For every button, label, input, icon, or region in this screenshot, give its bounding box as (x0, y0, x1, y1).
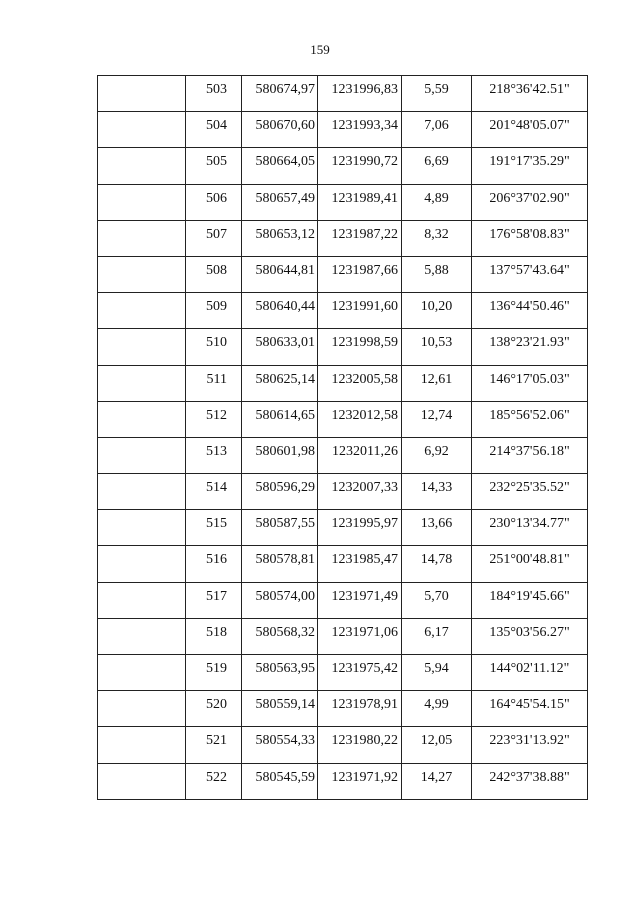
distance-cell: 13,66 (402, 510, 472, 546)
table-row (98, 510, 588, 546)
point-number-cell: 508 (186, 256, 242, 292)
y-coordinate-cell: 1231971,92 (318, 763, 402, 799)
x-coordinate-cell: 580644,81 (242, 256, 318, 292)
y-coordinate-cell: 1231978,91 (318, 691, 402, 727)
distance-cell: 4,99 (402, 691, 472, 727)
empty-cell (98, 184, 186, 220)
direction-angle-cell: 135°03'56.27" (472, 618, 588, 654)
empty-cell (98, 401, 186, 437)
direction-angle-cell: 206°37'02.90" (472, 184, 588, 220)
direction-angle-cell: 242°37'38.88" (472, 763, 588, 799)
empty-cell (98, 76, 186, 112)
direction-angle-cell: 144°02'11.12" (472, 655, 588, 691)
point-number-cell: 507 (186, 220, 242, 256)
direction-angle-cell: 184°19'45.66" (472, 582, 588, 618)
page-number: 159 (310, 42, 330, 57)
direction-angle-cell: 214°37'56.18" (472, 437, 588, 473)
direction-angle-cell: 136°44'50.46" (472, 293, 588, 329)
distance-cell: 14,78 (402, 546, 472, 582)
table-row (98, 256, 588, 292)
point-number-cell: 521 (186, 727, 242, 763)
point-number-cell: 519 (186, 655, 242, 691)
point-number-cell: 516 (186, 546, 242, 582)
point-number-cell: 503 (186, 76, 242, 112)
point-number-cell: 513 (186, 437, 242, 473)
table-row (98, 401, 588, 437)
x-coordinate-cell: 580625,14 (242, 365, 318, 401)
y-coordinate-cell: 1231987,22 (318, 220, 402, 256)
distance-cell: 14,33 (402, 474, 472, 510)
empty-cell (98, 582, 186, 618)
point-number-cell: 505 (186, 148, 242, 184)
y-coordinate-cell: 1232005,58 (318, 365, 402, 401)
x-coordinate-cell: 580657,49 (242, 184, 318, 220)
empty-cell (98, 510, 186, 546)
table-row (98, 184, 588, 220)
empty-cell (98, 437, 186, 473)
direction-angle-cell: 230°13'34.77" (472, 510, 588, 546)
x-coordinate-cell: 580614,65 (242, 401, 318, 437)
y-coordinate-cell: 1231995,97 (318, 510, 402, 546)
empty-cell (98, 329, 186, 365)
point-number-cell: 514 (186, 474, 242, 510)
table-row (98, 691, 588, 727)
x-coordinate-cell: 580554,33 (242, 727, 318, 763)
distance-cell: 6,69 (402, 148, 472, 184)
point-number-cell: 511 (186, 365, 242, 401)
distance-cell: 10,20 (402, 293, 472, 329)
table-row (98, 365, 588, 401)
point-number-cell: 522 (186, 763, 242, 799)
table-row (98, 727, 588, 763)
table-row (98, 618, 588, 654)
table-row (98, 546, 588, 582)
x-coordinate-cell: 580563,95 (242, 655, 318, 691)
table-row (98, 112, 588, 148)
point-number-cell: 506 (186, 184, 242, 220)
coordinates-table-body (98, 76, 588, 800)
x-coordinate-cell: 580545,59 (242, 763, 318, 799)
table-row (98, 474, 588, 510)
x-coordinate-cell: 580578,81 (242, 546, 318, 582)
direction-angle-cell: 176°58'08.83" (472, 220, 588, 256)
point-number-cell: 517 (186, 582, 242, 618)
distance-cell: 6,17 (402, 618, 472, 654)
x-coordinate-cell: 580596,29 (242, 474, 318, 510)
point-number-cell: 504 (186, 112, 242, 148)
point-number-cell: 518 (186, 618, 242, 654)
y-coordinate-cell: 1231980,22 (318, 727, 402, 763)
table-row (98, 582, 588, 618)
x-coordinate-cell: 580633,01 (242, 329, 318, 365)
point-number-cell: 512 (186, 401, 242, 437)
y-coordinate-cell: 1232007,33 (318, 474, 402, 510)
x-coordinate-cell: 580559,14 (242, 691, 318, 727)
distance-cell: 7,06 (402, 112, 472, 148)
point-number-cell: 515 (186, 510, 242, 546)
distance-cell: 4,89 (402, 184, 472, 220)
empty-cell (98, 763, 186, 799)
y-coordinate-cell: 1231990,72 (318, 148, 402, 184)
direction-angle-cell: 218°36'42.51" (472, 76, 588, 112)
x-coordinate-cell: 580601,98 (242, 437, 318, 473)
point-number-cell: 520 (186, 691, 242, 727)
x-coordinate-cell: 580568,32 (242, 618, 318, 654)
empty-cell (98, 546, 186, 582)
direction-angle-cell: 201°48'05.07" (472, 112, 588, 148)
point-number-cell: 509 (186, 293, 242, 329)
empty-cell (98, 365, 186, 401)
table-row (98, 220, 588, 256)
y-coordinate-cell: 1232011,26 (318, 437, 402, 473)
direction-angle-cell: 164°45'54.15" (472, 691, 588, 727)
y-coordinate-cell: 1231971,49 (318, 582, 402, 618)
direction-angle-cell: 232°25'35.52" (472, 474, 588, 510)
x-coordinate-cell: 580587,55 (242, 510, 318, 546)
x-coordinate-cell: 580574,00 (242, 582, 318, 618)
empty-cell (98, 691, 186, 727)
distance-cell: 5,88 (402, 256, 472, 292)
direction-angle-cell: 138°23'21.93" (472, 329, 588, 365)
x-coordinate-cell: 580653,12 (242, 220, 318, 256)
empty-cell (98, 655, 186, 691)
distance-cell: 5,70 (402, 582, 472, 618)
y-coordinate-cell: 1231987,66 (318, 256, 402, 292)
empty-cell (98, 256, 186, 292)
direction-angle-cell: 191°17'35.29" (472, 148, 588, 184)
distance-cell: 12,05 (402, 727, 472, 763)
y-coordinate-cell: 1231985,47 (318, 546, 402, 582)
x-coordinate-cell: 580670,60 (242, 112, 318, 148)
empty-cell (98, 112, 186, 148)
table-row (98, 655, 588, 691)
distance-cell: 12,74 (402, 401, 472, 437)
empty-cell (98, 474, 186, 510)
y-coordinate-cell: 1231998,59 (318, 329, 402, 365)
table-row (98, 763, 588, 799)
empty-cell (98, 220, 186, 256)
table-row (98, 293, 588, 329)
y-coordinate-cell: 1231989,41 (318, 184, 402, 220)
coordinates-table (97, 75, 588, 800)
y-coordinate-cell: 1231991,60 (318, 293, 402, 329)
direction-angle-cell: 185°56'52.06" (472, 401, 588, 437)
direction-angle-cell: 251°00'48.81" (472, 546, 588, 582)
distance-cell: 10,53 (402, 329, 472, 365)
table-row (98, 76, 588, 112)
empty-cell (98, 618, 186, 654)
distance-cell: 6,92 (402, 437, 472, 473)
distance-cell: 8,32 (402, 220, 472, 256)
distance-cell: 14,27 (402, 763, 472, 799)
distance-cell: 12,61 (402, 365, 472, 401)
x-coordinate-cell: 580664,05 (242, 148, 318, 184)
x-coordinate-cell: 580640,44 (242, 293, 318, 329)
y-coordinate-cell: 1231993,34 (318, 112, 402, 148)
table-row (98, 329, 588, 365)
y-coordinate-cell: 1232012,58 (318, 401, 402, 437)
y-coordinate-cell: 1231971,06 (318, 618, 402, 654)
direction-angle-cell: 137°57'43.64" (472, 256, 588, 292)
table-row (98, 437, 588, 473)
x-coordinate-cell: 580674,97 (242, 76, 318, 112)
direction-angle-cell: 223°31'13.92" (472, 727, 588, 763)
empty-cell (98, 148, 186, 184)
point-number-cell: 510 (186, 329, 242, 365)
y-coordinate-cell: 1231975,42 (318, 655, 402, 691)
direction-angle-cell: 146°17'05.03" (472, 365, 588, 401)
empty-cell (98, 727, 186, 763)
distance-cell: 5,59 (402, 76, 472, 112)
empty-cell (98, 293, 186, 329)
table-row (98, 148, 588, 184)
y-coordinate-cell: 1231996,83 (318, 76, 402, 112)
distance-cell: 5,94 (402, 655, 472, 691)
